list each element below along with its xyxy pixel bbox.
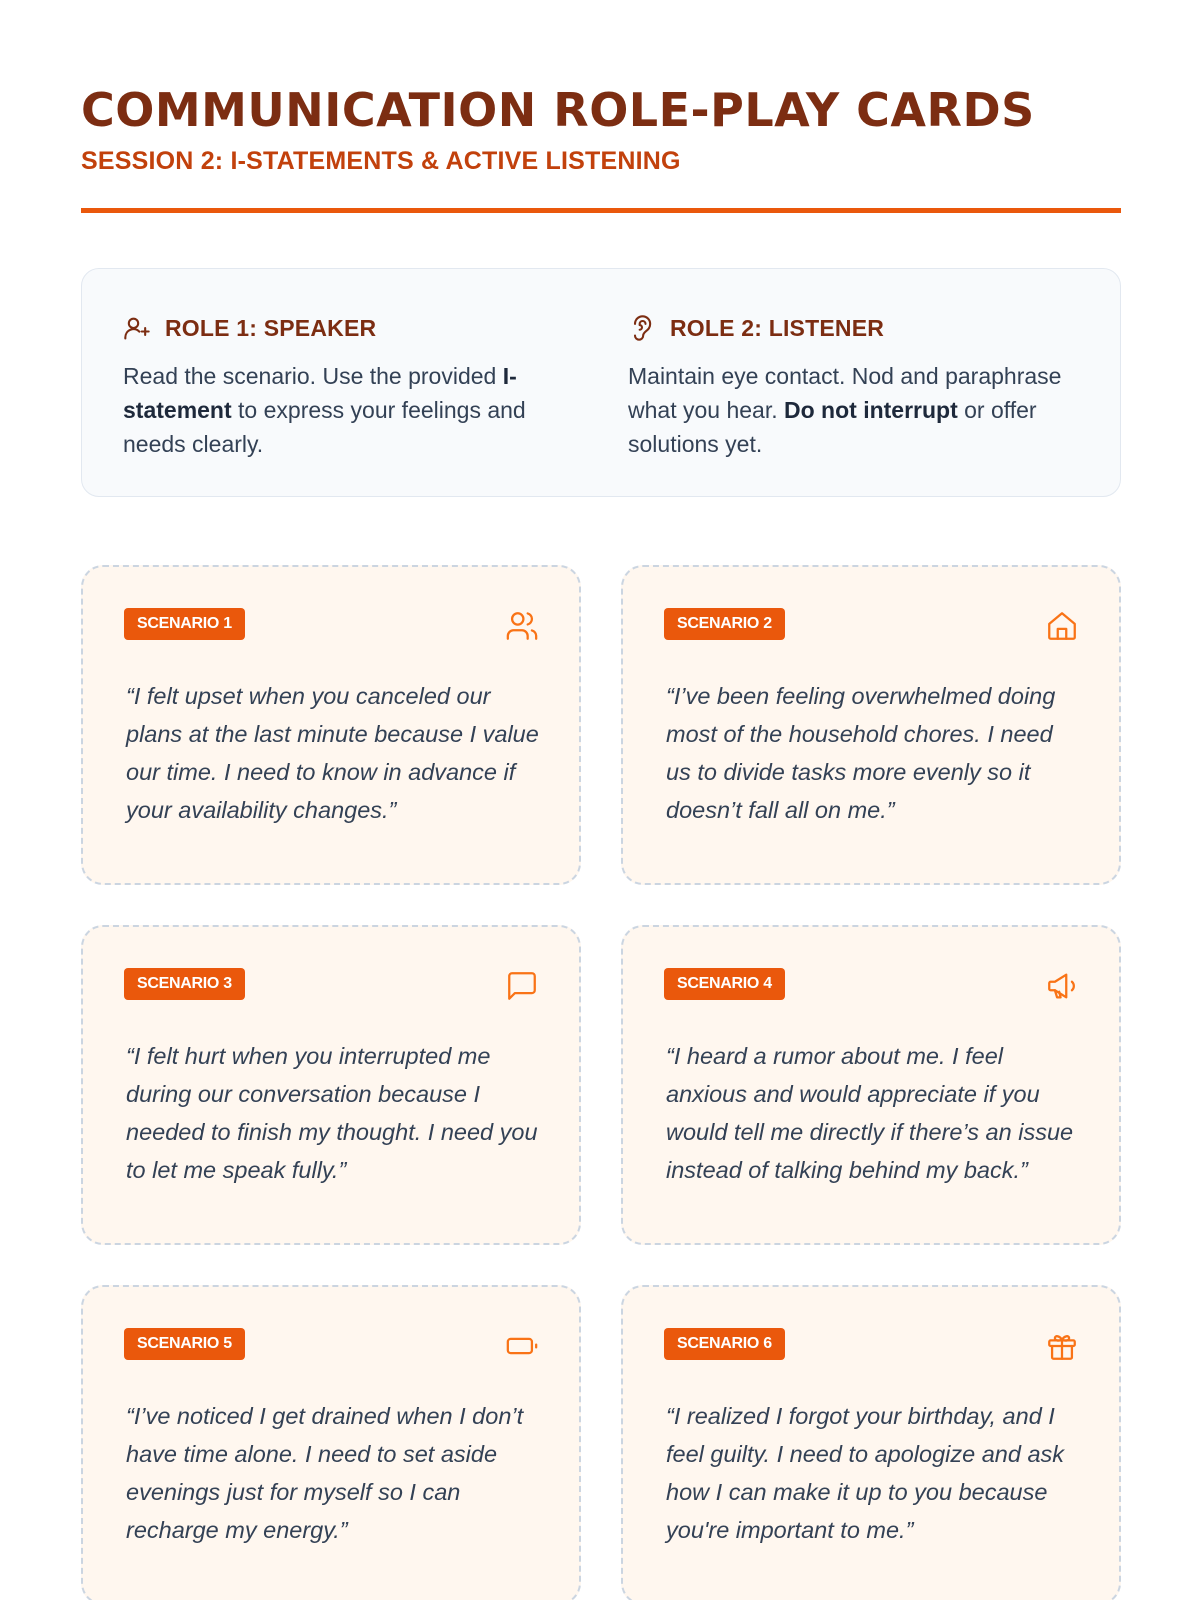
role-listener [628, 313, 1068, 461]
ear-icon [628, 314, 656, 342]
battery-icon [505, 1329, 539, 1363]
header-divider [81, 208, 1121, 213]
users-icon [505, 609, 539, 643]
roles-panel [81, 268, 1121, 497]
scenario-card-3 [81, 925, 581, 1245]
role-listener-title: ROLE 2: LISTENER [670, 314, 885, 341]
scenario-badge: SCENARIO 6 [664, 1328, 785, 1360]
scenario-card-6 [621, 1285, 1121, 1600]
scenario-card-2 [621, 565, 1121, 885]
message-square-icon [505, 969, 539, 1003]
megaphone-icon [1045, 969, 1079, 1003]
user-plus-icon [123, 314, 151, 342]
scenario-badge: SCENARIO 5 [124, 1328, 245, 1360]
page-title: COMMUNICATION ROLE-PLAY CARDS [81, 83, 1035, 137]
page-subtitle: SESSION 2: I-STATEMENTS & ACTIVE LISTENING [81, 147, 681, 175]
home-icon [1045, 609, 1079, 643]
gift-icon [1045, 1329, 1079, 1363]
scenario-quote: “I heard a rumor about me. I feel anxious and would appreciate if you would tell me directly if there’s an issue instead of talking behind my back.” [666, 1043, 1074, 1183]
scenario-card-1 [81, 565, 581, 885]
scenario-card-5 [81, 1285, 581, 1600]
role-speaker-text: Read the scenario. Use the provided I-statement to express your feelings and needs clearly. [123, 363, 526, 457]
scenario-quote: “I felt upset when you canceled our plans at the last minute because I value our time. I need to know in advance if your availability changes.” [126, 683, 539, 823]
role-speaker [123, 313, 563, 461]
role-listener-text: Maintain eye contact. Nod and paraphrase what you hear. Do not interrupt or offer solutions yet. [628, 363, 1062, 457]
scenario-quote: “I realized I forgot your birthday, and I feel guilty. I need to apologize and ask how I can make it up to you because you're important to me.” [666, 1403, 1065, 1543]
scenario-badge: SCENARIO 2 [664, 608, 785, 640]
scenario-badge: SCENARIO 3 [124, 968, 245, 1000]
role-speaker-title: ROLE 1: SPEAKER [165, 314, 377, 341]
scenario-quote: “I felt hurt when you interrupted me during our conversation because I needed to finish my thought. I need you to let me speak fully.” [126, 1043, 538, 1183]
scenario-quote: “I’ve noticed I get drained when I don’t have time alone. I need to set aside evenings just for myself so I can recharge my energy.” [126, 1403, 524, 1543]
scenario-badge: SCENARIO 4 [664, 968, 785, 1000]
scenario-card-4 [621, 925, 1121, 1245]
page-header [81, 84, 1121, 176]
scenario-badge: SCENARIO 1 [124, 608, 245, 640]
scenario-quote: “I’ve been feeling overwhelmed doing most of the household chores. I need us to divide tasks more evenly so it doesn’t fall all on me.” [666, 683, 1056, 823]
